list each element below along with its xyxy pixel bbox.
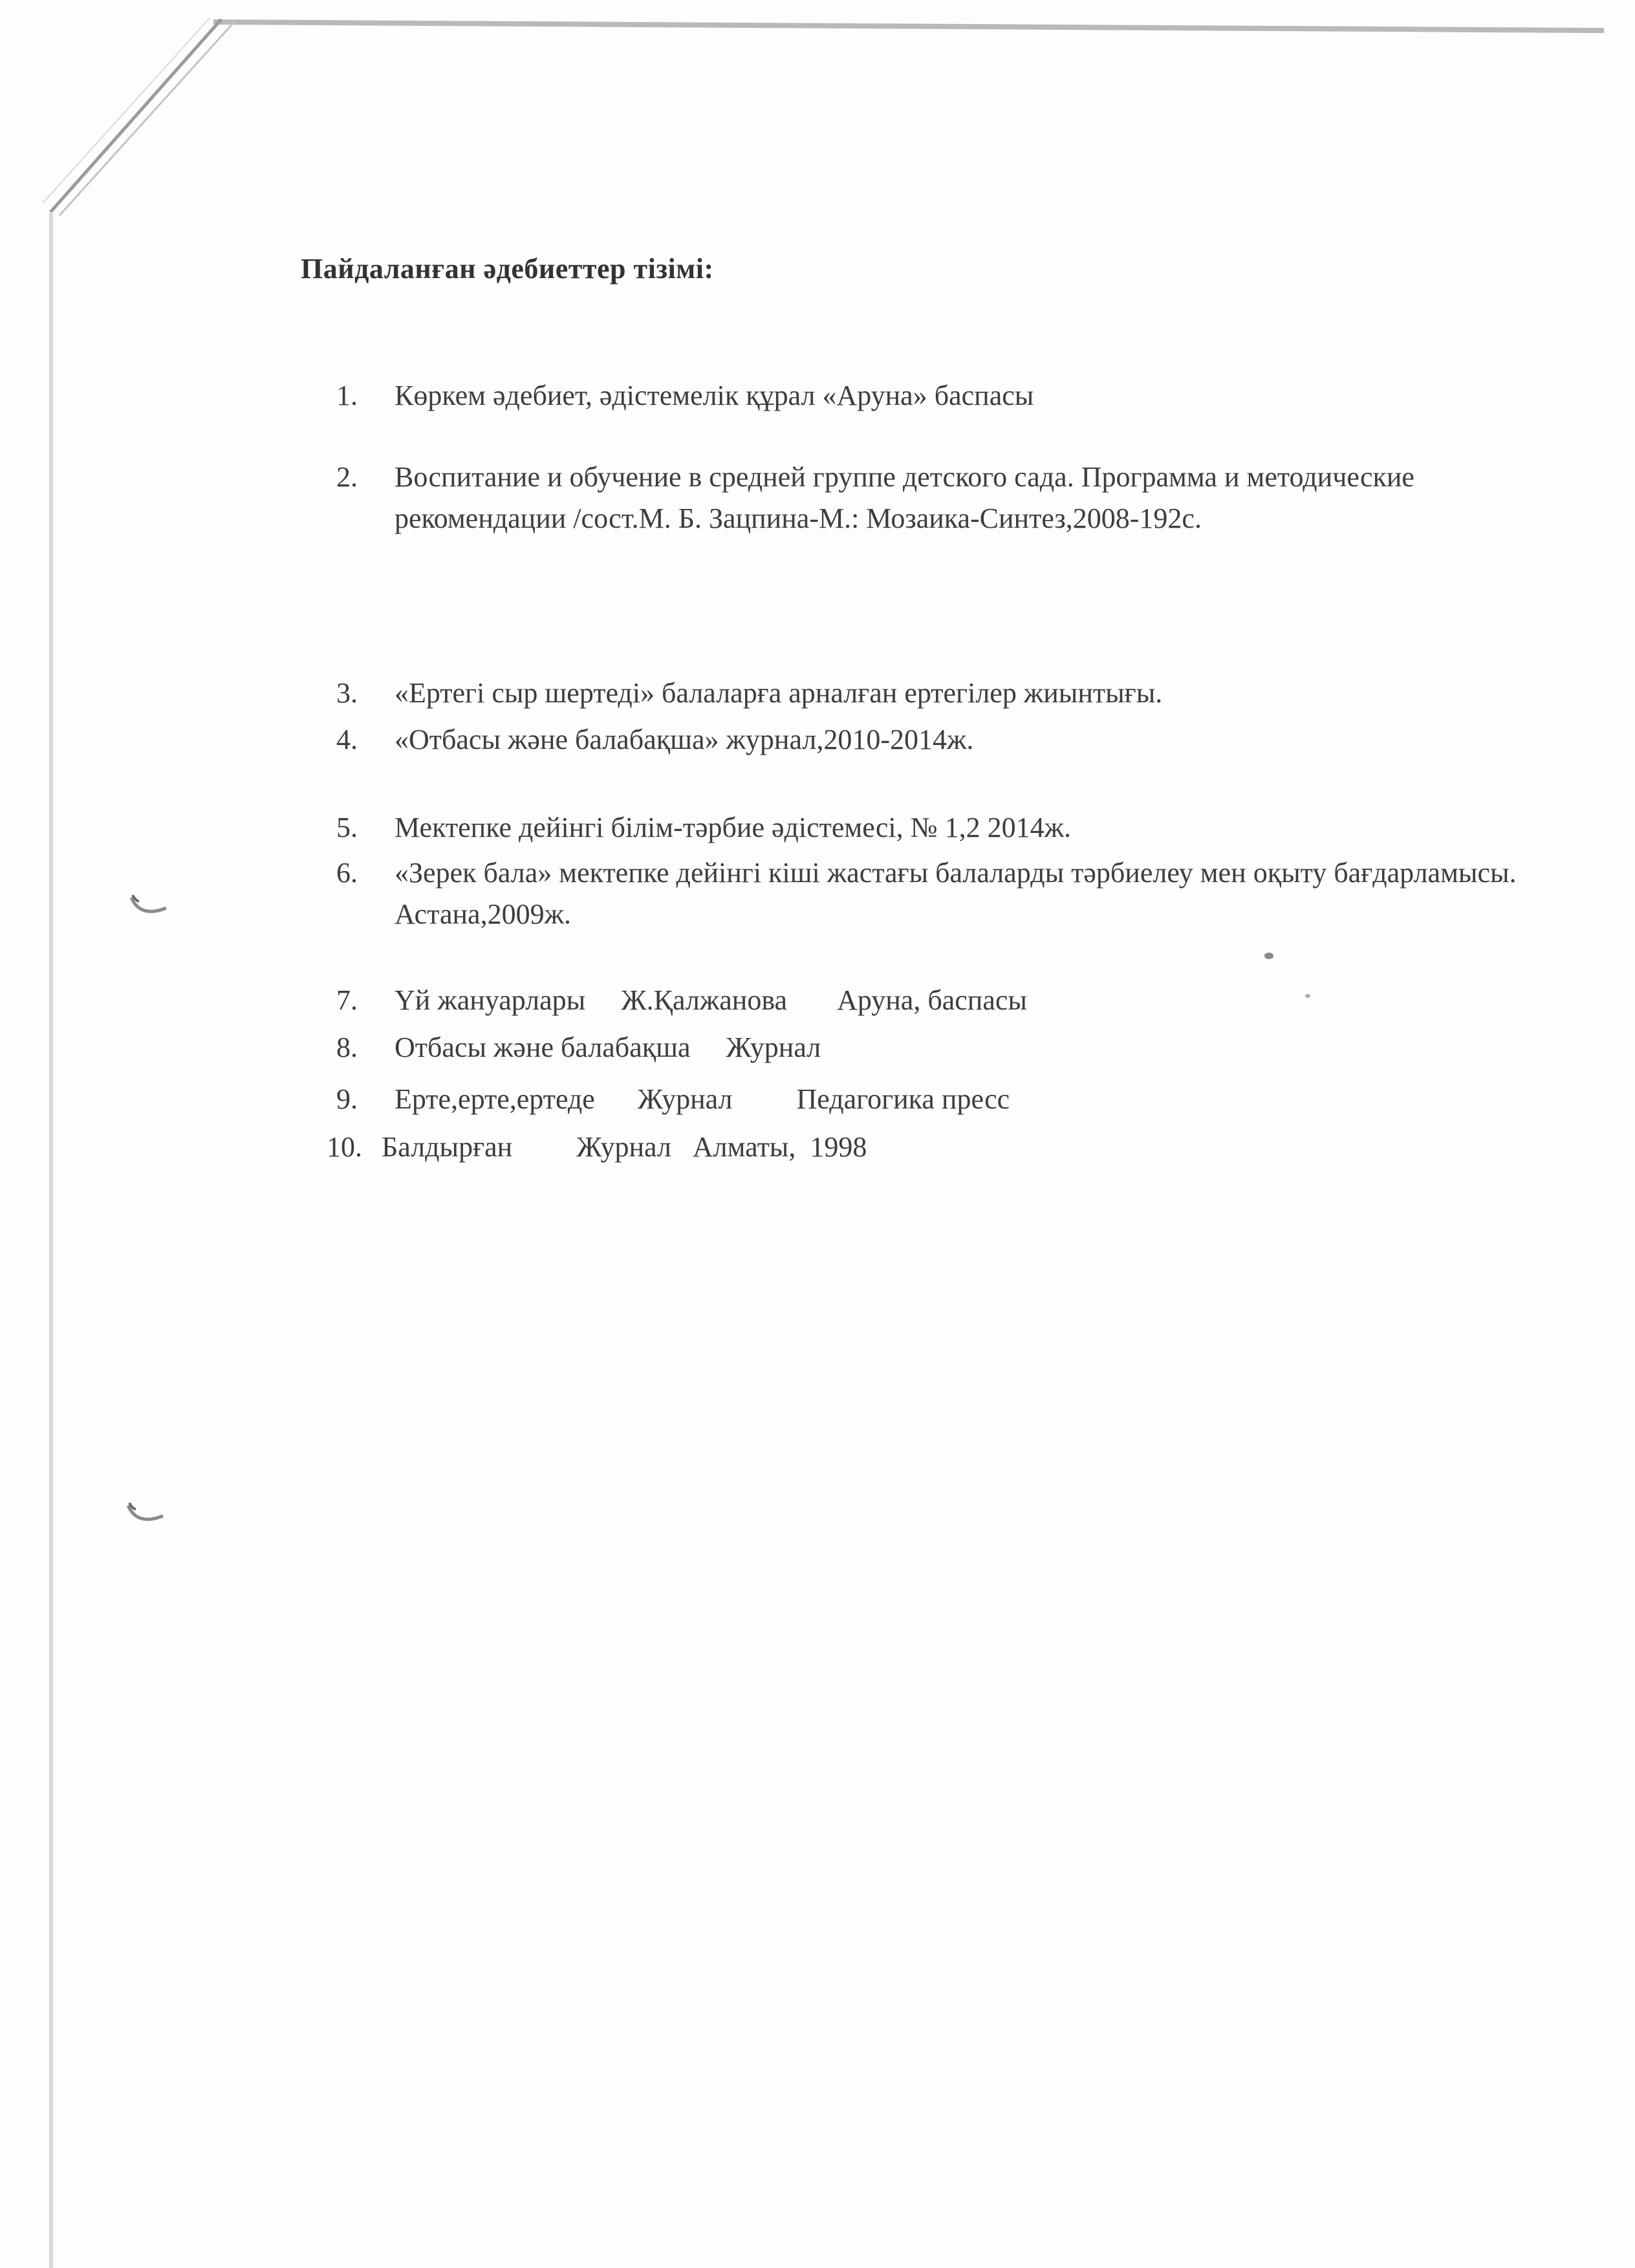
scan-edge-left (49, 213, 53, 2268)
reference-item (336, 1079, 1565, 1120)
punch-hole-mark (123, 1494, 175, 1533)
reference-text: Үй жануарлары Ж.Қалжанова Аруна, баспасы (395, 984, 1027, 1016)
reference-number: 6. (336, 857, 358, 889)
reference-text: «Ертегі сыр шертеді» балаларға арналған ертегілер жиынтығы. (395, 677, 1163, 709)
page-title: Пайдаланған әдебиеттер тізімі: (301, 253, 714, 285)
reference-text: Көркем әдебиет, әдістемелік құрал «Аруна» баспасы (395, 380, 1034, 411)
folded-corner-shadow (40, 18, 241, 219)
scan-edge-top (213, 19, 1604, 33)
reference-item (336, 980, 1565, 1021)
reference-number: 2. (336, 461, 358, 493)
scan-speck (1264, 953, 1273, 959)
reference-text: Мектепке дейінгі білім-тәрбие әдістемесі, № 1,2 2014ж. (395, 812, 1072, 843)
reference-item (327, 1127, 1565, 1168)
reference-item (336, 807, 1565, 848)
reference-item (336, 673, 1565, 714)
reference-number: 10. (327, 1131, 362, 1163)
reference-number: 3. (336, 677, 358, 709)
reference-number: 1. (336, 380, 358, 411)
reference-item (336, 375, 1565, 416)
reference-text: Ерте,ерте,ертеде Журнал Педагогика пресс (395, 1083, 1010, 1115)
reference-number: 5. (336, 812, 358, 843)
reference-item (336, 852, 1565, 935)
reference-item (336, 719, 1565, 761)
reference-text: «Отбасы және балабақша» журнал,2010-2014ж. (395, 724, 974, 755)
reference-number: 4. (336, 724, 358, 755)
reference-number: 7. (336, 984, 358, 1016)
reference-number: 9. (336, 1083, 358, 1115)
reference-item (336, 457, 1565, 539)
reference-number: 8. (336, 1031, 358, 1063)
reference-item (336, 1027, 1565, 1068)
reference-text: «Зерек бала» мектепке дейінгі кіші жастағы балаларды тәрбиелеу мен оқыту бағдарламысы. Астана,2009ж. (395, 857, 1524, 930)
reference-text: Балдырған Журнал Алматы, 1998 (382, 1131, 867, 1163)
punch-hole-mark (126, 886, 178, 925)
reference-text: Воспитание и обучение в средней группе детского сада. Программа и методические рекомендации /сост.М. Б. Зацпина-М.: Мозаика-Синтез,2008-192с. (395, 461, 1422, 534)
reference-text: Отбасы және балабақша Журнал (395, 1031, 821, 1063)
